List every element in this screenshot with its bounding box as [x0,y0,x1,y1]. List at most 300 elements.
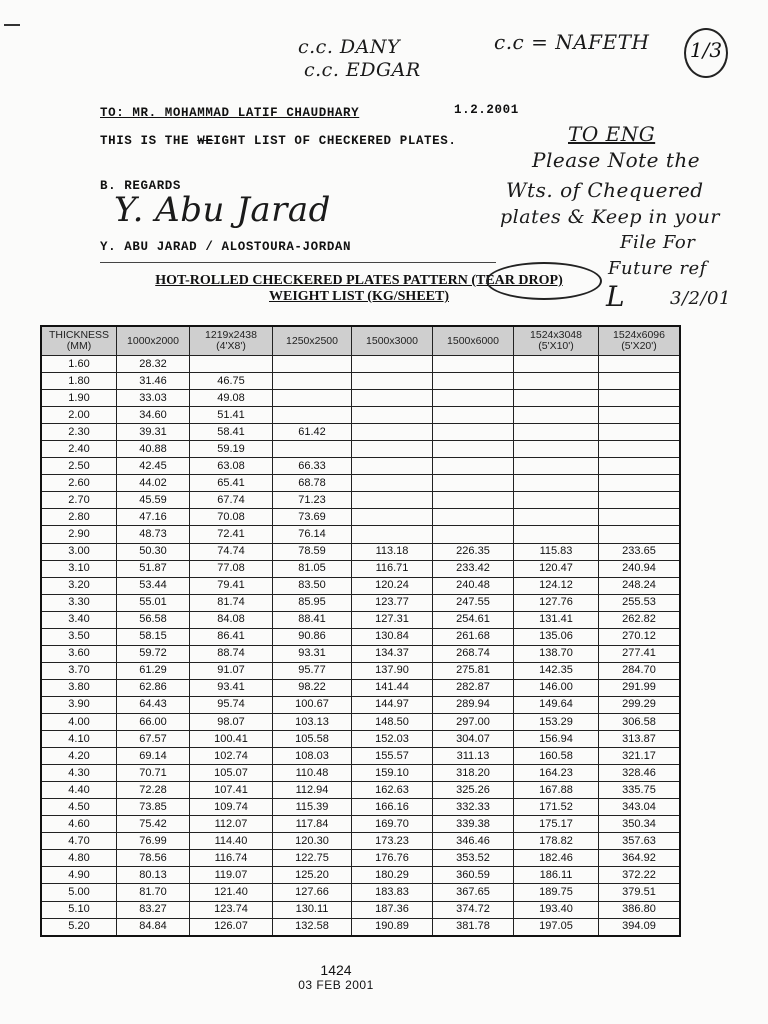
weight-cell: 247.55 [433,594,514,611]
table-row [41,782,680,799]
thickness-cell: 4.00 [41,713,117,730]
table-row [41,441,680,458]
weight-cell: 277.41 [599,645,681,662]
weight-cell: 56.58 [117,611,190,628]
weight-cell: 166.16 [352,799,433,816]
thickness-cell: 3.40 [41,611,117,628]
thickness-cell: 3.70 [41,662,117,679]
weight-cell: 127.66 [273,884,352,901]
table-subtitle: WEIGHT LIST (KG/SHEET) [269,289,449,304]
weight-cell: 28.32 [117,356,190,373]
thickness-cell: 4.30 [41,765,117,782]
table-row [41,373,680,390]
weight-cell: 61.42 [273,424,352,441]
thickness-cell: 2.50 [41,458,117,475]
weight-cell [599,458,681,475]
weight-cell: 83.27 [117,901,190,918]
weight-cell: 119.07 [190,867,273,884]
weight-cell: 115.83 [514,543,599,560]
weight-cell: 138.70 [514,645,599,662]
weight-cell: 72.28 [117,782,190,799]
weight-cell: 105.58 [273,731,352,748]
weight-cell: 364.92 [599,850,681,867]
weight-cell: 132.58 [273,918,352,936]
table-body [41,356,680,936]
weight-cell: 124.12 [514,577,599,594]
table-row [41,696,680,713]
weight-cell: 189.75 [514,884,599,901]
thickness-cell: 1.80 [41,373,117,390]
table-row [41,543,680,560]
margin-mark [4,24,20,26]
weight-cell: 134.37 [352,645,433,662]
weight-cell: 275.81 [433,662,514,679]
weight-cell: 332.33 [433,799,514,816]
weight-cell: 120.47 [514,560,599,577]
weight-cell: 193.40 [514,901,599,918]
weight-cell: 226.35 [433,543,514,560]
table-row [41,577,680,594]
header-cell: 1500x6000 [433,326,514,356]
weight-cell [352,441,433,458]
weight-cell [433,458,514,475]
weight-cell: 162.63 [352,782,433,799]
weight-cell: 321.17 [599,748,681,765]
stamp-date: 03 FEB 2001 [298,978,374,992]
thickness-cell: 2.80 [41,509,117,526]
weight-cell: 190.89 [352,918,433,936]
weight-cell: 130.84 [352,628,433,645]
table-row [41,850,680,867]
weight-cell: 81.05 [273,560,352,577]
weight-cell: 109.74 [190,799,273,816]
table-row [41,628,680,645]
weight-cell: 98.22 [273,679,352,696]
weight-cell: 350.34 [599,816,681,833]
weight-cell: 120.24 [352,577,433,594]
weight-cell: 173.23 [352,833,433,850]
table-row [41,645,680,662]
weight-cell: 180.29 [352,867,433,884]
weight-cell [352,509,433,526]
weight-cell: 117.84 [273,816,352,833]
table-row [41,594,680,611]
weight-cell: 122.75 [273,850,352,867]
weight-cell [433,407,514,424]
weight-cell [352,424,433,441]
weight-cell: 103.13 [273,713,352,730]
thickness-cell: 3.00 [41,543,117,560]
thickness-cell: 4.40 [41,782,117,799]
weight-cell: 116.71 [352,560,433,577]
weight-cell [514,424,599,441]
header-cell: 1219x2438 (4'X8') [190,326,273,356]
weight-cell [433,373,514,390]
weight-cell: 187.36 [352,901,433,918]
thickness-cell: 3.60 [41,645,117,662]
table-row [41,816,680,833]
table-row [41,901,680,918]
weight-cell: 155.57 [352,748,433,765]
thickness-cell: 2.40 [41,441,117,458]
note-line-4: File For [620,232,696,253]
weight-cell [433,492,514,509]
weight-cell: 115.39 [273,799,352,816]
weight-cell: 127.31 [352,611,433,628]
header-cell: 1524x3048 (5'X10') [514,326,599,356]
memo-body [100,134,456,148]
weight-cell: 291.99 [599,679,681,696]
table-row [41,560,680,577]
weight-cell: 367.65 [433,884,514,901]
weight-cell: 108.03 [273,748,352,765]
page-number: 1/3 [689,38,723,62]
thickness-cell: 4.70 [41,833,117,850]
weight-cell: 78.59 [273,543,352,560]
weight-cell: 114.40 [190,833,273,850]
weight-cell: 121.40 [190,884,273,901]
weight-cell: 95.77 [273,662,352,679]
table-row [41,679,680,696]
weight-cell: 328.46 [599,765,681,782]
weight-cell: 71.23 [273,492,352,509]
header-cell: 1250x2500 [273,326,352,356]
weight-cell: 152.03 [352,731,433,748]
weight-cell [352,356,433,373]
weight-cell: 45.59 [117,492,190,509]
weight-cell [352,390,433,407]
weight-cell: 313.87 [599,731,681,748]
weight-cell: 169.70 [352,816,433,833]
weight-cell: 146.00 [514,679,599,696]
table-row [41,611,680,628]
weight-cell: 125.20 [273,867,352,884]
memo-body-struck: WE [197,134,214,148]
note-line-5: Future ref [608,258,707,279]
weight-cell: 374.72 [433,901,514,918]
weight-cell: 126.07 [190,918,273,936]
weight-cell [190,356,273,373]
weight-cell: 311.13 [433,748,514,765]
weight-cell: 69.14 [117,748,190,765]
thickness-cell: 1.60 [41,356,117,373]
table-row [41,918,680,936]
thickness-cell: 3.30 [41,594,117,611]
thickness-cell: 4.20 [41,748,117,765]
weight-cell [514,492,599,509]
weight-cell: 156.94 [514,731,599,748]
weight-cell: 148.50 [352,713,433,730]
weight-cell [599,356,681,373]
table-row [41,884,680,901]
weight-cell: 42.45 [117,458,190,475]
weight-cell: 68.78 [273,475,352,492]
table-row [41,867,680,884]
weight-cell: 65.41 [190,475,273,492]
weight-cell: 75.42 [117,816,190,833]
weight-cell: 304.07 [433,731,514,748]
weight-cell [352,475,433,492]
weight-cell: 360.59 [433,867,514,884]
weight-table [40,325,681,937]
weight-cell: 33.03 [117,390,190,407]
weight-cell: 379.51 [599,884,681,901]
thickness-cell: 2.30 [41,424,117,441]
thickness-cell: 4.60 [41,816,117,833]
weight-cell: 141.44 [352,679,433,696]
weight-cell: 85.95 [273,594,352,611]
weight-cell: 55.01 [117,594,190,611]
weight-cell [514,526,599,543]
weight-cell [514,458,599,475]
weight-cell: 176.76 [352,850,433,867]
weight-cell [433,390,514,407]
weight-cell: 306.58 [599,713,681,730]
weight-cell: 123.74 [190,901,273,918]
memo-regards: B. REGARDS [100,179,182,193]
thickness-cell: 3.90 [41,696,117,713]
weight-cell: 80.13 [117,867,190,884]
cc-edgar-note: c.c. EDGAR [304,59,421,81]
weight-cell [514,475,599,492]
weight-cell [599,373,681,390]
weight-cell: 67.74 [190,492,273,509]
table-row [41,390,680,407]
weight-cell: 137.90 [352,662,433,679]
weight-cell: 144.97 [352,696,433,713]
weight-cell: 297.00 [433,713,514,730]
weight-cell [599,441,681,458]
weight-cell: 78.56 [117,850,190,867]
thickness-cell: 3.20 [41,577,117,594]
table-row [41,509,680,526]
weight-cell: 123.77 [352,594,433,611]
weight-cell: 91.07 [190,662,273,679]
page-number-circle [684,28,728,78]
weight-cell [273,390,352,407]
weight-cell: 49.08 [190,390,273,407]
weight-cell [599,424,681,441]
note-line-1: Please Note the [532,148,701,172]
weight-cell [514,356,599,373]
tear-drop-circle [486,262,602,300]
weight-cell [352,373,433,390]
weight-cell: 282.87 [433,679,514,696]
table-row [41,458,680,475]
weight-cell: 77.08 [190,560,273,577]
weight-cell: 48.73 [117,526,190,543]
memo-body-suffix: IGHT LIST OF CHECKERED PLATES. [213,134,457,148]
weight-cell [433,526,514,543]
header-cell: 1500x3000 [352,326,433,356]
weight-cell: 98.07 [190,713,273,730]
weight-cell: 339.38 [433,816,514,833]
weight-cell: 127.76 [514,594,599,611]
weight-cell: 39.31 [117,424,190,441]
thickness-cell: 5.20 [41,918,117,936]
weight-cell: 83.50 [273,577,352,594]
weight-cell: 84.08 [190,611,273,628]
weight-cell: 107.41 [190,782,273,799]
note-line-3: plates & Keep in your [500,206,720,228]
weight-cell [352,407,433,424]
table-row [41,356,680,373]
weight-cell: 53.44 [117,577,190,594]
weight-cell: 116.74 [190,850,273,867]
table-row [41,765,680,782]
weight-cell: 88.74 [190,645,273,662]
weight-cell: 73.69 [273,509,352,526]
weight-cell: 112.07 [190,816,273,833]
cc-nafeth-note: c.c = NAFETH [494,30,650,54]
weight-cell: 131.41 [514,611,599,628]
weight-cell [599,390,681,407]
weight-cell: 240.94 [599,560,681,577]
note-date: 3/2/01 [670,288,731,309]
weight-cell: 254.61 [433,611,514,628]
weight-cell: 112.94 [273,782,352,799]
weight-cell: 93.31 [273,645,352,662]
weight-cell: 76.99 [117,833,190,850]
weight-cell: 268.74 [433,645,514,662]
table-title: HOT-ROLLED CHECKERED PLATES PATTERN (TEAR DROP) [155,273,563,288]
weight-cell [599,475,681,492]
weight-cell: 50.30 [117,543,190,560]
weight-cell: 105.07 [190,765,273,782]
header-cell: 1524x6096 (5'X20') [599,326,681,356]
weight-cell: 233.42 [433,560,514,577]
weight-cell: 66.33 [273,458,352,475]
weight-cell: 47.16 [117,509,190,526]
thickness-cell: 4.90 [41,867,117,884]
stamp-number: 1424 [320,962,352,978]
weight-cell: 72.41 [190,526,273,543]
weight-cell [599,526,681,543]
weight-cell: 70.71 [117,765,190,782]
weight-cell: 299.29 [599,696,681,713]
weight-cell: 113.18 [352,543,433,560]
weight-cell: 73.85 [117,799,190,816]
thickness-cell: 2.90 [41,526,117,543]
table-header-row [41,326,680,356]
table-row [41,833,680,850]
weight-cell: 325.26 [433,782,514,799]
memo-date: 1.2.2001 [454,103,519,117]
weight-cell: 175.17 [514,816,599,833]
weight-cell: 142.35 [514,662,599,679]
weight-cell: 66.00 [117,713,190,730]
weight-cell: 59.19 [190,441,273,458]
to-eng-note: TO ENG [568,122,656,146]
weight-cell: 100.67 [273,696,352,713]
weight-cell: 270.12 [599,628,681,645]
weight-cell: 46.75 [190,373,273,390]
weight-cell: 93.41 [190,679,273,696]
weight-cell: 40.88 [117,441,190,458]
weight-cell: 289.94 [433,696,514,713]
weight-cell [352,492,433,509]
weight-cell: 86.41 [190,628,273,645]
memo-body-prefix: THIS IS THE [100,134,198,148]
weight-cell [433,424,514,441]
weight-cell [273,356,352,373]
weight-cell: 381.78 [433,918,514,936]
weight-cell: 58.41 [190,424,273,441]
weight-cell: 386.80 [599,901,681,918]
weight-cell: 357.63 [599,833,681,850]
weight-cell [514,441,599,458]
weight-cell: 261.68 [433,628,514,645]
weight-cell: 70.08 [190,509,273,526]
memo-recipient: TO: MR. MOHAMMAD LATIF CHAUDHARY [100,106,360,120]
weight-cell [514,390,599,407]
weight-cell: 346.46 [433,833,514,850]
weight-cell: 102.74 [190,748,273,765]
cc-dany-note: c.c. DANY [298,36,401,58]
weight-cell [514,509,599,526]
weight-cell: 255.53 [599,594,681,611]
weight-cell: 88.41 [273,611,352,628]
weight-cell: 81.74 [190,594,273,611]
thickness-cell: 2.70 [41,492,117,509]
weight-cell: 135.06 [514,628,599,645]
weight-cell: 159.10 [352,765,433,782]
weight-cell: 372.22 [599,867,681,884]
weight-cell [352,458,433,475]
weight-cell [599,509,681,526]
weight-cell: 248.24 [599,577,681,594]
thickness-cell: 3.50 [41,628,117,645]
weight-cell [599,407,681,424]
note-line-2: Wts. of Chequered [506,178,704,202]
weight-cell: 197.05 [514,918,599,936]
weight-cell [352,526,433,543]
weight-cell: 167.88 [514,782,599,799]
weight-cell: 262.82 [599,611,681,628]
weight-cell: 130.11 [273,901,352,918]
table-row [41,475,680,492]
weight-cell: 76.14 [273,526,352,543]
thickness-cell: 5.00 [41,884,117,901]
weight-cell [599,492,681,509]
weight-cell: 84.84 [117,918,190,936]
weight-cell: 58.15 [117,628,190,645]
weight-cell [433,356,514,373]
weight-cell: 353.52 [433,850,514,867]
weight-cell [514,407,599,424]
weight-cell: 164.23 [514,765,599,782]
weight-cell: 59.72 [117,645,190,662]
header-cell: 1000x2000 [117,326,190,356]
weight-cell: 318.20 [433,765,514,782]
weight-cell [273,441,352,458]
thickness-cell: 2.00 [41,407,117,424]
weight-cell: 95.74 [190,696,273,713]
weight-cell [514,373,599,390]
thickness-cell: 2.60 [41,475,117,492]
weight-cell: 284.70 [599,662,681,679]
weight-cell: 394.09 [599,918,681,936]
weight-cell: 44.02 [117,475,190,492]
weight-cell: 149.64 [514,696,599,713]
weight-cell: 182.46 [514,850,599,867]
weight-cell: 240.48 [433,577,514,594]
weight-cell: 74.74 [190,543,273,560]
weight-cell: 51.87 [117,560,190,577]
weight-cell: 31.46 [117,373,190,390]
weight-cell: 186.11 [514,867,599,884]
weight-cell [433,475,514,492]
